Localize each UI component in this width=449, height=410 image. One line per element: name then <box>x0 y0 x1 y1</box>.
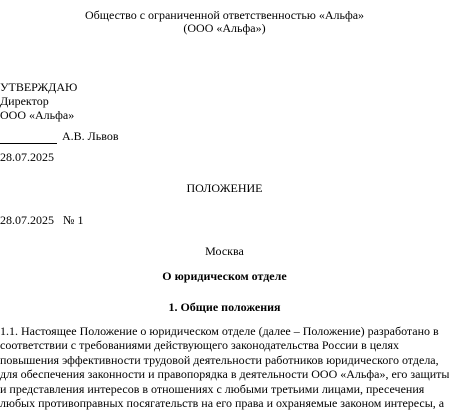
paragraph-line: повышения эффективности трудовой деятельности работников юридического отдела, <box>0 352 439 367</box>
doc-type: ПОЛОЖЕНИЕ <box>186 181 263 195</box>
paragraph-line: любых противоправных посягательств на его права и охраняемые законом интересы, а <box>0 396 445 410</box>
org-full-name: Общество с ограниченной ответственностью «Альфа» <box>84 8 365 22</box>
doc-date: 28.07.2025 <box>0 213 54 227</box>
org-short-name: (ООО «Альфа») <box>183 21 266 35</box>
signature-line <box>0 143 57 144</box>
paragraph-line: 1.1. Настоящее Положение о юридическом отделе (далее – Положение) разработано в <box>0 324 439 338</box>
approval-date: 28.07.2025 <box>0 150 54 164</box>
section-heading: 1. Общие положения <box>168 300 281 314</box>
paragraph-line: соответствии с требованиями действующего законодательства России в целях <box>0 338 400 353</box>
paragraph-line: и представления интересов в отношениях с любыми третьими лицами, пресечения <box>0 381 425 396</box>
section-paragraph <box>0 324 449 410</box>
doc-city: Москва <box>205 244 244 258</box>
approval-company: ООО «Альфа» <box>0 108 75 122</box>
approval-stamp: УТВЕРЖДАЮ <box>0 80 78 94</box>
signatory-name: А.В. Львов <box>62 129 119 143</box>
approval-position: Директор <box>0 94 49 108</box>
doc-number: № 1 <box>63 213 84 227</box>
doc-title: О юридическом отделе <box>162 269 287 283</box>
paragraph-line: для обеспечения законности и правопорядка в деятельности ООО «Альфа», его защиты <box>0 367 449 382</box>
